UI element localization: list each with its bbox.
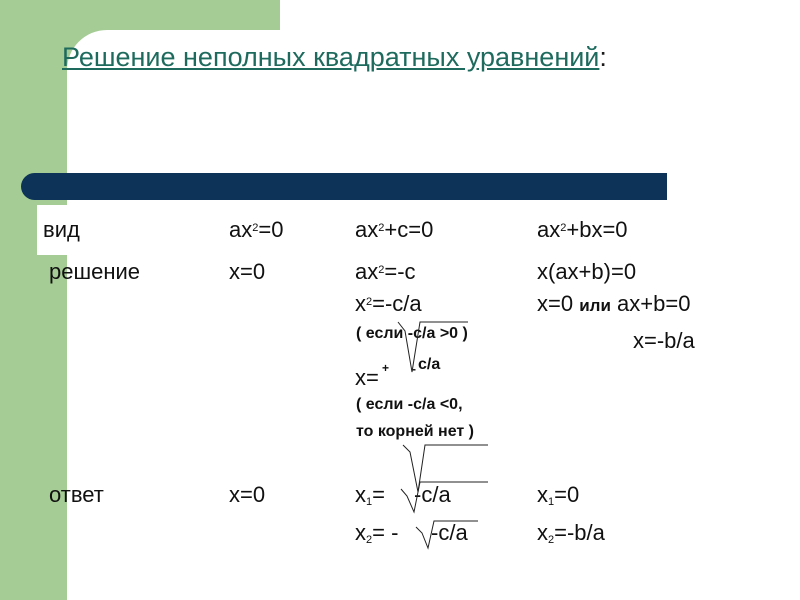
sol2-l2-exp: 2: [366, 296, 373, 308]
header-col3-exp: 2: [560, 222, 567, 234]
ans2-x2-sub: 2: [366, 534, 373, 546]
header-col2-a: ax: [355, 217, 379, 242]
header-col3: [537, 219, 628, 241]
sol2-l1-a: ax: [355, 259, 379, 284]
answer-label: ответ: [49, 482, 104, 507]
answer-col3-x2: [537, 522, 605, 546]
solution-col3-line2: [537, 293, 690, 315]
header-col2-b: +c=0: [384, 217, 434, 242]
title-colon: :: [599, 42, 607, 72]
answer-col3-x1: [537, 484, 579, 508]
sol3-l2-or: или: [579, 296, 611, 315]
sol2-l1-exp: 2: [378, 264, 385, 276]
header-col2-exp: 2: [378, 222, 385, 234]
answer-col2-x1-value: -c/a: [414, 482, 451, 507]
answer-col2-x2-value: -c/a: [431, 520, 468, 545]
ans2-x1: x: [355, 482, 366, 507]
table-header-bar: [21, 173, 667, 200]
page-title: [62, 42, 607, 73]
header-col2: [355, 219, 433, 241]
solution-col1: x=0: [229, 259, 266, 284]
header-col1: [229, 219, 283, 241]
header-label: вид: [43, 217, 80, 242]
solution-condition-positive: ( если -c/a >0 ): [356, 325, 468, 342]
ans3-x2-val: =-b/a: [554, 520, 605, 545]
header-col1-exp: 2: [252, 222, 259, 234]
ans3-x1: x: [537, 482, 548, 507]
header-col3-a: ax: [537, 217, 561, 242]
solution-col2-line1: [355, 261, 416, 283]
solution-root-prefix: x=: [355, 365, 379, 390]
solution-col3-line1: x(ax+b)=0: [537, 259, 637, 284]
sol3-l2-b: ax+b=0: [617, 291, 691, 316]
ans2-x1-eq: =: [372, 482, 385, 507]
sol2-l2-a: x: [355, 291, 366, 316]
ans2-x2-eq: = -: [372, 520, 399, 545]
left-green-band: [0, 0, 67, 600]
solution-col3-line3: x=-b/a: [633, 328, 695, 353]
ans2-x1-sub: 1: [366, 496, 373, 508]
answer-col2-x2: [355, 522, 398, 546]
sol3-l2-a: x=0: [537, 291, 574, 316]
ans3-x1-val: =0: [554, 482, 580, 507]
solution-condition-negative-line2: то корней нет ): [356, 423, 474, 440]
header-col1-b: =0: [258, 217, 284, 242]
ans2-x2: x: [355, 520, 366, 545]
answer-col1: x=0: [229, 482, 266, 507]
solution-label: решение: [49, 259, 141, 284]
ans3-x2-sub: 2: [548, 534, 555, 546]
sol2-l1-b: =-c: [384, 259, 416, 284]
solution-condition-negative-line1: ( если -c/a <0,: [356, 396, 463, 413]
sol2-l2-b: =-c/a: [372, 291, 422, 316]
header-col3-b: +bx=0: [566, 217, 628, 242]
ans3-x1-sub: 1: [548, 496, 555, 508]
solution-root-value: c/a: [418, 356, 441, 373]
solution-col2-line2: [355, 293, 422, 315]
header-col1-a: ax: [229, 217, 253, 242]
solution-root-plus: +: [382, 361, 390, 375]
solution-root-minus: -: [412, 362, 416, 376]
ans3-x2: x: [537, 520, 548, 545]
answer-col2-x1: [355, 484, 385, 508]
title-text: Решение неполных квадратных уравнений: [62, 42, 600, 72]
